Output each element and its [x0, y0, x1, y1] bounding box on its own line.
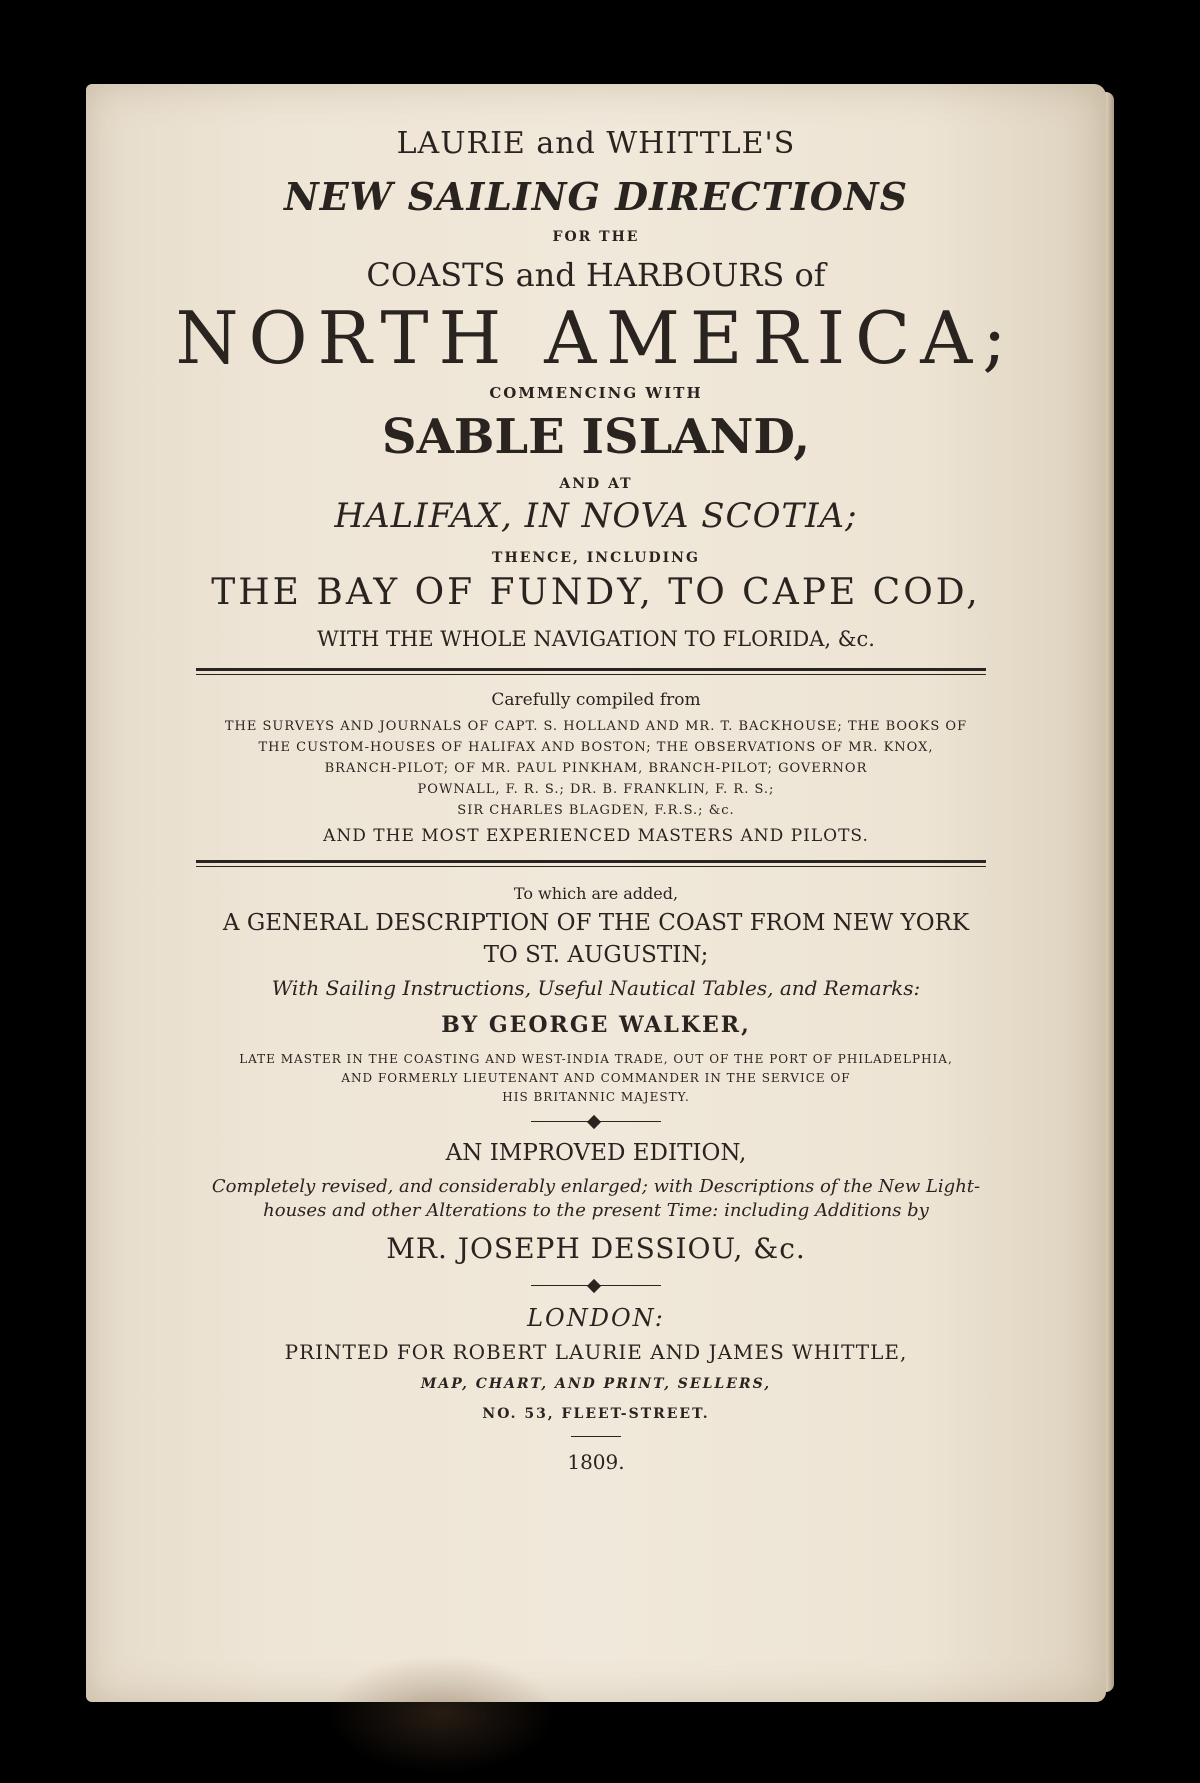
title-page-content	[86, 84, 1106, 1702]
map-chart-line: MAP, CHART, AND PRINT, SELLERS,	[420, 1376, 772, 1392]
st-augustin-line: TO ST. AUGUSTIN;	[483, 942, 709, 968]
late-master-line: LATE MASTER IN THE COASTING AND WEST-INDIA TRADE, OUT OF THE PORT OF PHILADELPHIA,	[239, 1052, 953, 1066]
pinkham-line: BRANCH-PILOT; OF MR. PAUL PINKHAM, BRANCH-PILOT; GOVERNOR	[324, 761, 868, 776]
majesty-line: HIS BRITANNIC MAJESTY.	[502, 1090, 690, 1104]
year-line: 1809.	[567, 1450, 625, 1474]
blagden-line: SIR CHARLES BLAGDEN, F.R.S.; &c.	[457, 803, 735, 818]
ornament-2	[531, 1280, 661, 1292]
to-which-line: To which are added,	[513, 884, 679, 903]
london-line: LONDON:	[527, 1304, 665, 1332]
short-rule	[571, 1436, 621, 1437]
printed-for-line: PRINTED FOR ROBERT LAURIE AND JAMES WHITTLE,	[284, 1340, 908, 1364]
publisher-line: LAURIE and WHITTLE'S	[396, 126, 796, 161]
revised-line: Completely revised, and considerably enlarged; with Descriptions of the New Light-	[211, 1176, 981, 1197]
ornament-1	[531, 1116, 661, 1128]
sailing-instructions-line: With Sailing Instructions, Useful Nautical Tables, and Remarks:	[271, 976, 921, 1000]
improved-edition-line: AN IMPROVED EDITION,	[445, 1140, 747, 1166]
general-description-line: A GENERAL DESCRIPTION OF THE COAST FROM NEW YORK	[222, 910, 970, 936]
halifax-line: HALIFAX, IN NOVA SCOTIA;	[334, 496, 858, 536]
compiled-from-line: Carefully compiled from	[491, 690, 701, 710]
masters-pilots-line: AND THE MOST EXPERIENCED MASTERS AND PILOTS.	[323, 826, 869, 846]
dessiou-line: MR. JOSEPH DESSIOU, &c.	[386, 1232, 806, 1265]
and-at-line: AND AT	[559, 476, 633, 492]
for-the-line: FOR THE	[552, 229, 640, 245]
sable-island-line: SABLE ISLAND,	[381, 409, 811, 465]
bay-of-fundy-line: THE BAY OF FUNDY, TO CAPE COD,	[211, 572, 981, 613]
rule-1	[196, 668, 986, 675]
surveys-line: THE SURVEYS AND JOURNALS OF CAPT. S. HOLLAND AND MR. T. BACKHOUSE; THE BOOKS OF	[224, 719, 968, 734]
north-america-line: NORTH AMERICA;	[175, 296, 1017, 380]
commencing-line: COMMENCING WITH	[489, 384, 703, 402]
fleet-street-line: NO. 53, FLEET-STREET.	[482, 1406, 710, 1422]
title-page	[86, 84, 1106, 1702]
thence-line: THENCE, INCLUDING	[492, 550, 700, 566]
pownall-line: POWNALL, F. R. S.; DR. B. FRANKLIN, F. R. S.;	[417, 782, 775, 797]
george-walker-line: BY GEORGE WALKER,	[441, 1012, 751, 1038]
main-title: NEW SAILING DIRECTIONS	[283, 174, 909, 219]
custom-houses-line: THE CUSTOM-HOUSES OF HALIFAX AND BOSTON; THE OBSERVATIONS OF MR. KNOX,	[258, 740, 934, 755]
rule-2	[196, 860, 986, 867]
lighthouses-line: houses and other Alterations to the present Time: including Additions by	[263, 1200, 929, 1221]
coasts-harbours-line: COASTS and HARBOURS of	[366, 256, 826, 294]
florida-line: WITH THE WHOLE NAVIGATION TO FLORIDA, &c.	[317, 627, 875, 651]
lieutenant-line: AND FORMERLY LIEUTENANT AND COMMANDER IN THE SERVICE OF	[341, 1071, 851, 1085]
